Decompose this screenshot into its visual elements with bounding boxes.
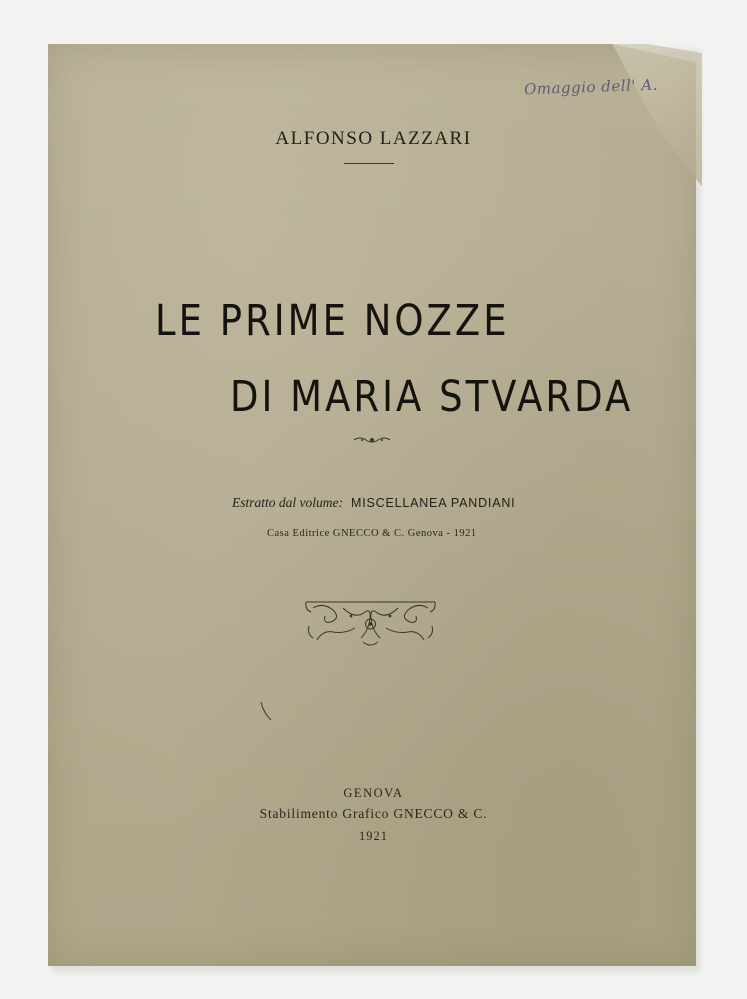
extract-prefix: Estratto dal volume: <box>232 495 343 510</box>
title-line-1: LE PRIME NOZZE <box>155 296 510 346</box>
author-name: ALFONSO LAZZARI <box>275 128 472 149</box>
imprint-press: Stabilimento Grafico GNECCO & C. <box>259 806 488 821</box>
extract-line <box>232 494 515 512</box>
volume-name: MISCELLANEA PANDIANI <box>351 496 516 510</box>
handwritten-inscription: Omaggio dell' A. <box>523 75 659 99</box>
author-divider <box>344 163 394 164</box>
pencil-mark <box>259 700 273 722</box>
imprint-city: GENOVA <box>343 786 404 800</box>
publisher-line: Casa Editrice GNECCO & C. Genova - 1921 <box>267 528 477 539</box>
small-ornament <box>352 434 392 446</box>
title-line-2: DI MARIA STVARDA <box>230 372 634 422</box>
decorative-vignette <box>303 598 438 650</box>
imprint-year: 1921 <box>359 829 388 843</box>
